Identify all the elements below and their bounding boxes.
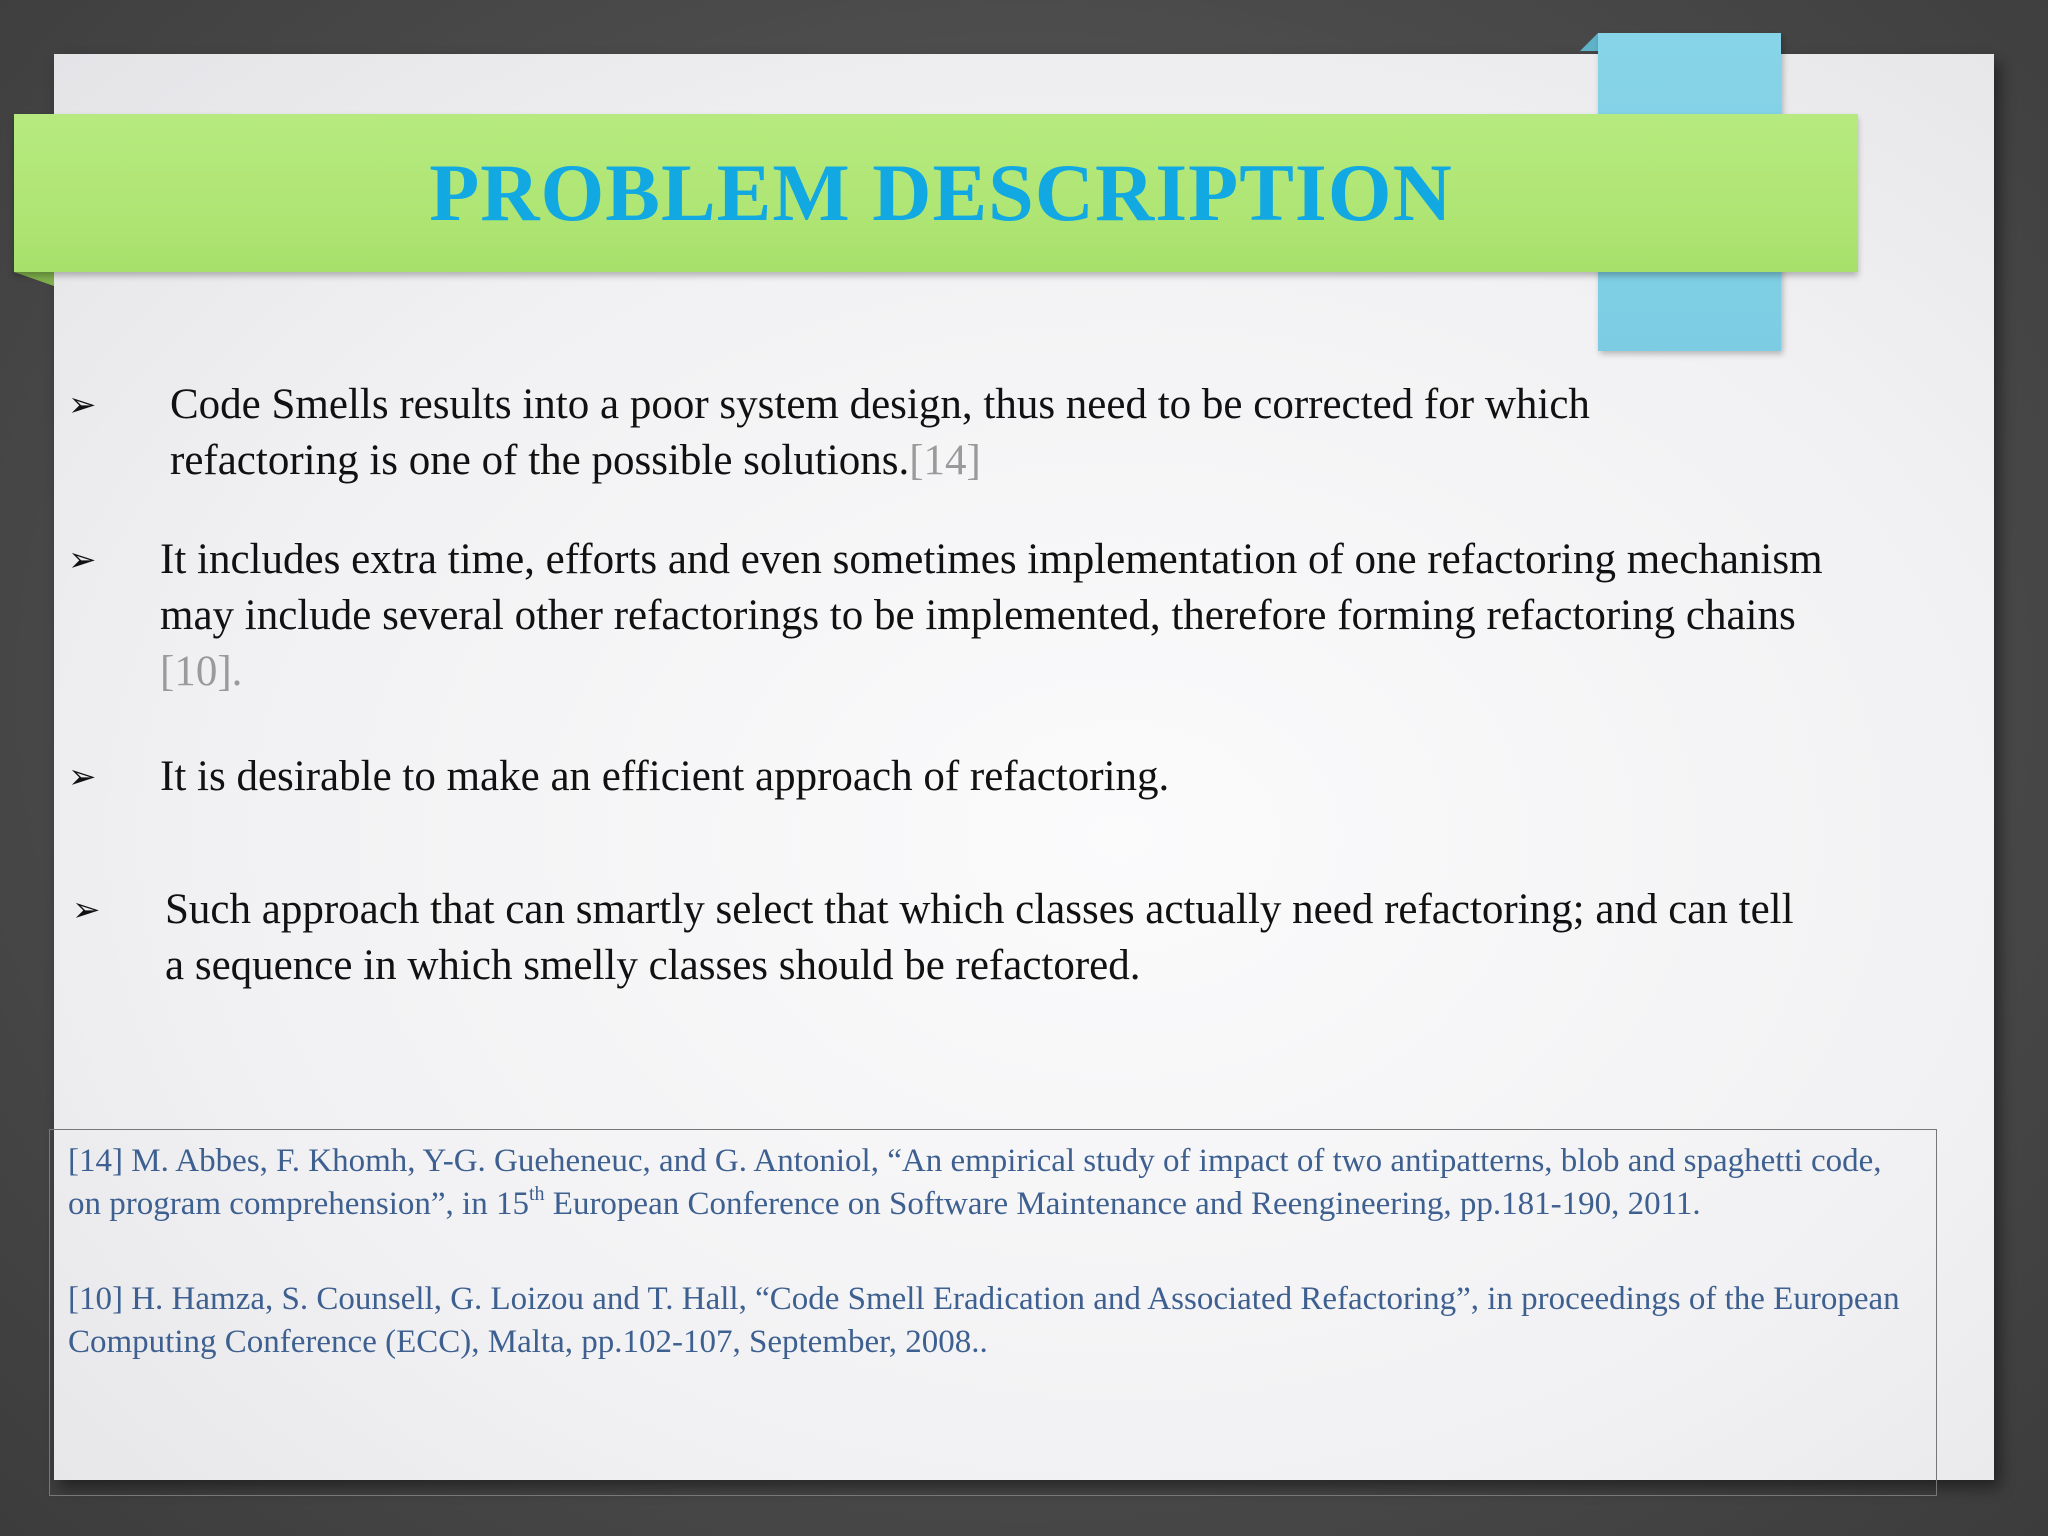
title-band-fold [14, 272, 54, 286]
reference-text: European Conference on Software Maintenance and Reengineering, pp.181-190, 2011. [544, 1186, 1701, 1222]
reference-10: [10] H. Hamza, S. Counsell, G. Loizou and T. Hall, “Code Smell Eradication and Associated Refactoring”, in proceedings of the European Computing Conference (ECC), Malta, pp.102-107, September, 2008.. [68, 1281, 1900, 1360]
bullet-text: Such approach that can smartly select that which classes actually need refactoring; and can tell a sequence in which smelly classes should be refactored. [165, 886, 1794, 989]
accent-tab-fold [1580, 33, 1598, 51]
citation: [14] [909, 437, 981, 484]
bullet-text: Code Smells results into a poor system design, thus need to be corrected for which refactoring is one of the possible solutions. [170, 381, 1590, 484]
title-band [14, 114, 1858, 272]
citation: [10]. [160, 648, 243, 695]
bullet-text: It is desirable to make an efficient approach of refactoring. [160, 753, 1170, 800]
reference-14 [68, 1140, 1918, 1226]
reference-text: [14] M. Abbes, F. Khomh, Y-G. Gueheneuc, and G. Antoniol, “An empirical study of impact of two antipatterns, blob and spaghetti code, on program comprehension”, in 15 [68, 1143, 1882, 1222]
bullet-item-2 [160, 532, 1840, 700]
arrowhead-bullet-icon: ➢ [72, 890, 101, 930]
arrowhead-bullet-icon: ➢ [68, 385, 97, 425]
bullet-item-4 [165, 882, 1805, 994]
references-box [49, 1129, 1937, 1496]
slide-title: PROBLEM DESCRIPTION [429, 147, 1453, 238]
bullet-item-3 [160, 749, 1840, 805]
arrowhead-bullet-icon: ➢ [68, 540, 97, 580]
bullet-item-1 [170, 377, 1770, 489]
bullet-text: It includes extra time, efforts and even sometimes implementation of one refactoring mechanism may include several other refactorings to be implemented, therefore forming refactoring chains [160, 536, 1823, 639]
arrowhead-bullet-icon: ➢ [68, 757, 97, 797]
reference-superscript: th [528, 1183, 545, 1205]
